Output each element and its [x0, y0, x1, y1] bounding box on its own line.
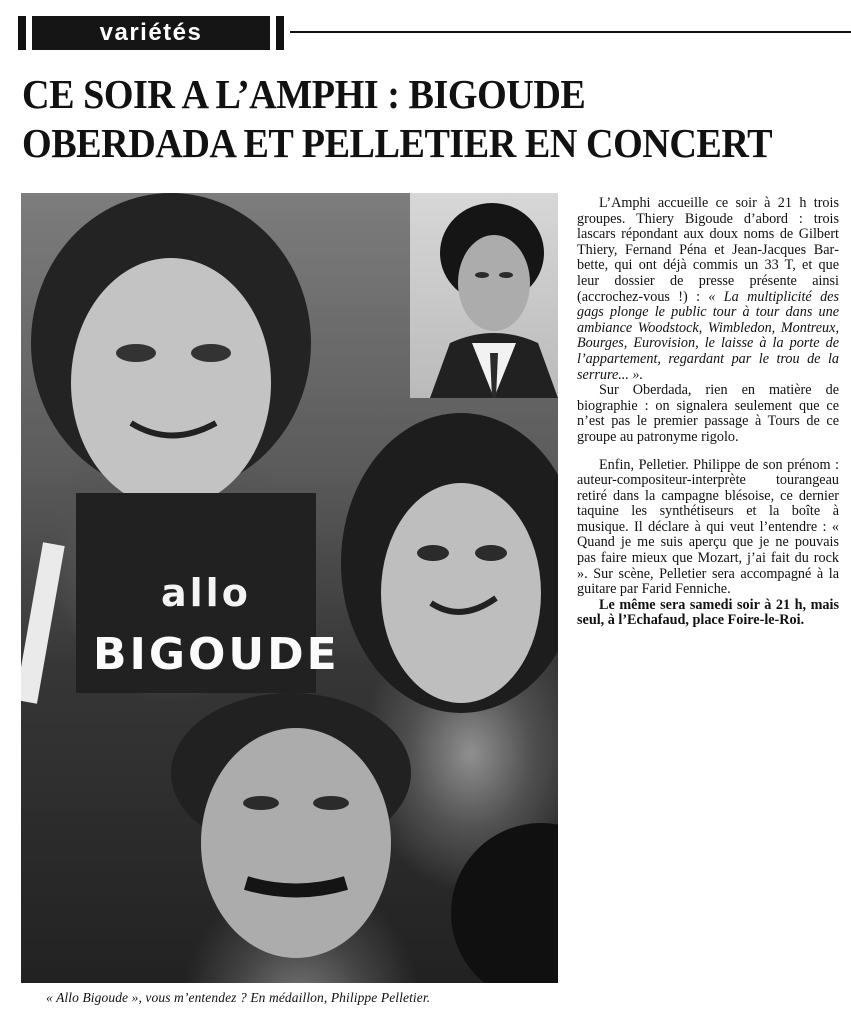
paragraph-saturday: Le même sera samedi soir à 21 h, mais seul, à l’Echafaud, place Foire-le-Roi.	[577, 596, 839, 629]
concert-photo	[21, 193, 558, 983]
rubric-rule	[290, 31, 851, 33]
sign-bigoude: BIGOUDE	[93, 629, 340, 680]
rubric-bar-right	[276, 16, 284, 50]
photo-caption	[46, 990, 606, 1006]
paragraph-pelletier: Enfin, Pelletier. Philippe de son prénom : auteur-compositeur-interprète tourangeau retiré dans la campagne blésoise, ce dernier taquine les synthétiseurs et la boîte à musique. Il déclare à qui veut l’entendre : « Quand je me suis aperçu que je ne pouvais pas faire mieux que Mozart, j’ai fait du rock ». Sur scène, Pelletier sera accompagné à la guitare par Farid Fenniche.	[577, 456, 839, 598]
medallion-portrait	[410, 193, 558, 398]
article-body	[577, 196, 839, 629]
section-rubric	[18, 14, 851, 52]
caption-quote: « Allo Bigoude », vous m’entendez ?	[46, 990, 247, 1005]
paragraph-oberdada: Sur Oberdada, rien en matière de biographie : on signalera seulement que ce n’est pas le premier passage à Tours de ce groupe au patronyme rigolo.	[577, 382, 839, 445]
press-quote: « La multiplicité des gags plonge le public tour à tour dans une ambiance Woodstock, Wimbledon, Montreux, Bourges, Eurovision, le laisse à la porte de l’appartement, regardant par le trou de la serrure... ».	[577, 288, 839, 383]
sign-allo: allo	[161, 571, 251, 615]
caption-rest: En médaillon, Philippe Pelletier.	[246, 990, 431, 1005]
headline-line-1: CE SOIR A L’AMPHI : BIGOUDE	[22, 71, 586, 117]
headline	[22, 70, 785, 168]
rubric-bar-left	[18, 16, 26, 50]
paragraph-intro	[577, 196, 839, 383]
rubric-label: variétés	[32, 16, 270, 50]
paragraph-intro-text: L’Amphi accueille ce soir à 21 h trois groupes. Thiery Bigoude d’abord : trois lascars répondant aux doux noms de Gilbert Thiery, Fernand Péna et Jean-Jacques Barbette, qui ont déjà commis un 33 T, et que leur dossier de presse présente ainsi (accrochez-vous !) :	[577, 195, 839, 305]
medallion-inset	[410, 193, 558, 398]
headline-line-2: OBERDADA ET PELLETIER EN CONCERT	[22, 120, 773, 166]
